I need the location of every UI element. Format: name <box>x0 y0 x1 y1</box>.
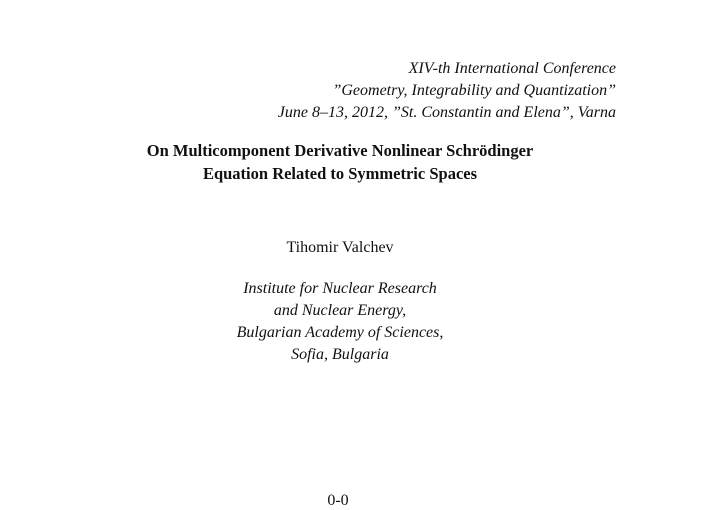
conference-name-line: XIV-th International Conference <box>408 60 616 77</box>
author-affiliation <box>0 278 680 366</box>
paper-title-line-2: Equation Related to Symmetric Spaces <box>202 164 478 183</box>
paper-title-line-1: On Multicomponent Derivative Nonlinear Schrödinger <box>146 141 534 160</box>
conference-header <box>278 58 616 124</box>
affiliation-line: Sofia, Bulgaria <box>291 346 389 363</box>
author-name: Tihomir Valchev <box>286 239 394 256</box>
affiliation-line: Institute for Nuclear Research <box>243 280 437 297</box>
affiliation-line: Bulgarian Academy of Sciences, <box>236 324 444 341</box>
conference-topic-line: ”Geometry, Integrability and Quantization” <box>332 82 616 99</box>
affiliation-line: and Nuclear Energy, <box>273 302 407 319</box>
page-number: 0-0 <box>327 492 349 509</box>
paper-title <box>60 139 620 185</box>
conference-date-venue-line: June 8–13, 2012, ”St. Constantin and Elena”, Varna <box>277 104 616 121</box>
